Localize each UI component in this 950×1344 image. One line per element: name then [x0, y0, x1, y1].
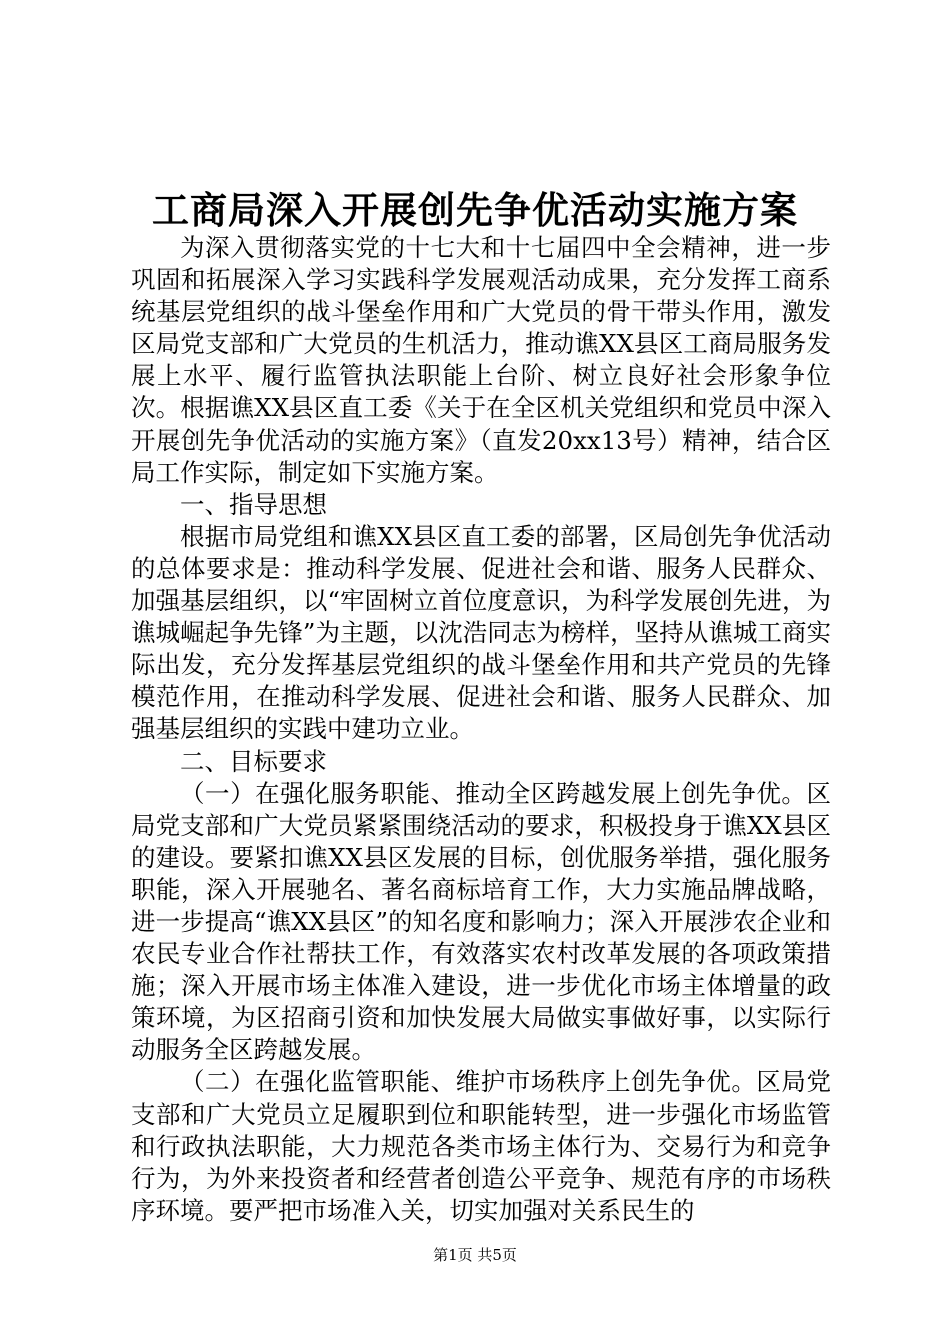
section-heading-goals: 二、目标要求	[180, 746, 327, 776]
intro-paragraph: 为深入贯彻落实党的十七大和十七届四中全会精神，进一步巩固和拓展深入学习实践科学发展观活动成果，充分发挥工商系统基层党组织的战斗堡垒作用和广大党员的骨干带头作用，激发区局党支部和广大党员的生机活力，推动谯XX县区工商局服务发展上水平、履行监管执法职能上台阶、树立良好社会形象争位次。根据谯XX县区直工委《关于在全区机关党组织和党员中深入开展创先争优活动的实施方案》（直发20xx13号）精神，结合区局工作实际，制定如下实施方案。	[131, 233, 831, 487]
guiding-ideology-paragraph: 根据市局党组和谯XX县区直工委的部署，区局创先争优活动的总体要求是：推动科学发展、促进社会和谐、服务人民群众、加强基层组织，以“牢固树立首位度意识，为科学发展创先进，为谯城崛起争先锋”为主题，以沈浩同志为榜样，坚持从谯城工商实际出发，充分发挥基层党组织的战斗堡垒作用和共产党员的先锋模范作用，在推动科学发展、促进社会和谐、服务人民群众、加强基层组织的实践中建功立业。	[131, 521, 831, 744]
goal-item-2-paragraph: （二）在强化监管职能、维护市场秩序上创先争优。区局党支部和广大党员立足履职到位和职能转型，进一步强化市场监管和行政执法职能，大力规范各类市场主体行为、交易行为和竞争行为，为外来投资者和经营者创造公平竞争、规范有序的市场秩序环境。要严把市场准入关，切实加强对关系民生的	[131, 1067, 831, 1225]
section-heading-guiding-ideology: 一、指导思想	[180, 489, 327, 519]
document-title: 工商局深入开展创先争优活动实施方案	[152, 188, 798, 232]
page-number-footer: 第1页 共5页	[433, 1246, 517, 1264]
goal-item-1-paragraph: （一）在强化服务职能、推动全区跨越发展上创先争优。区局党支部和广大党员紧紧围绕活动的要求，积极投身于谯XX县区的建设。要紧扣谯XX县区发展的目标，创优服务举措，强化服务职能，深入开展驰名、著名商标培育工作，大力实施品牌战略，进一步提高“谯XX县区”的知名度和影响力；深入开展涉农企业和农民专业合作社帮扶工作，有效落实农村改革发展的各项政策措施；深入开展市场主体准入建设，进一步优化市场主体增量的政策环境，为区招商引资和加快发展大局做实事做好事，以实际行动服务全区跨越发展。	[131, 778, 831, 1065]
document-body	[131, 232, 831, 1227]
